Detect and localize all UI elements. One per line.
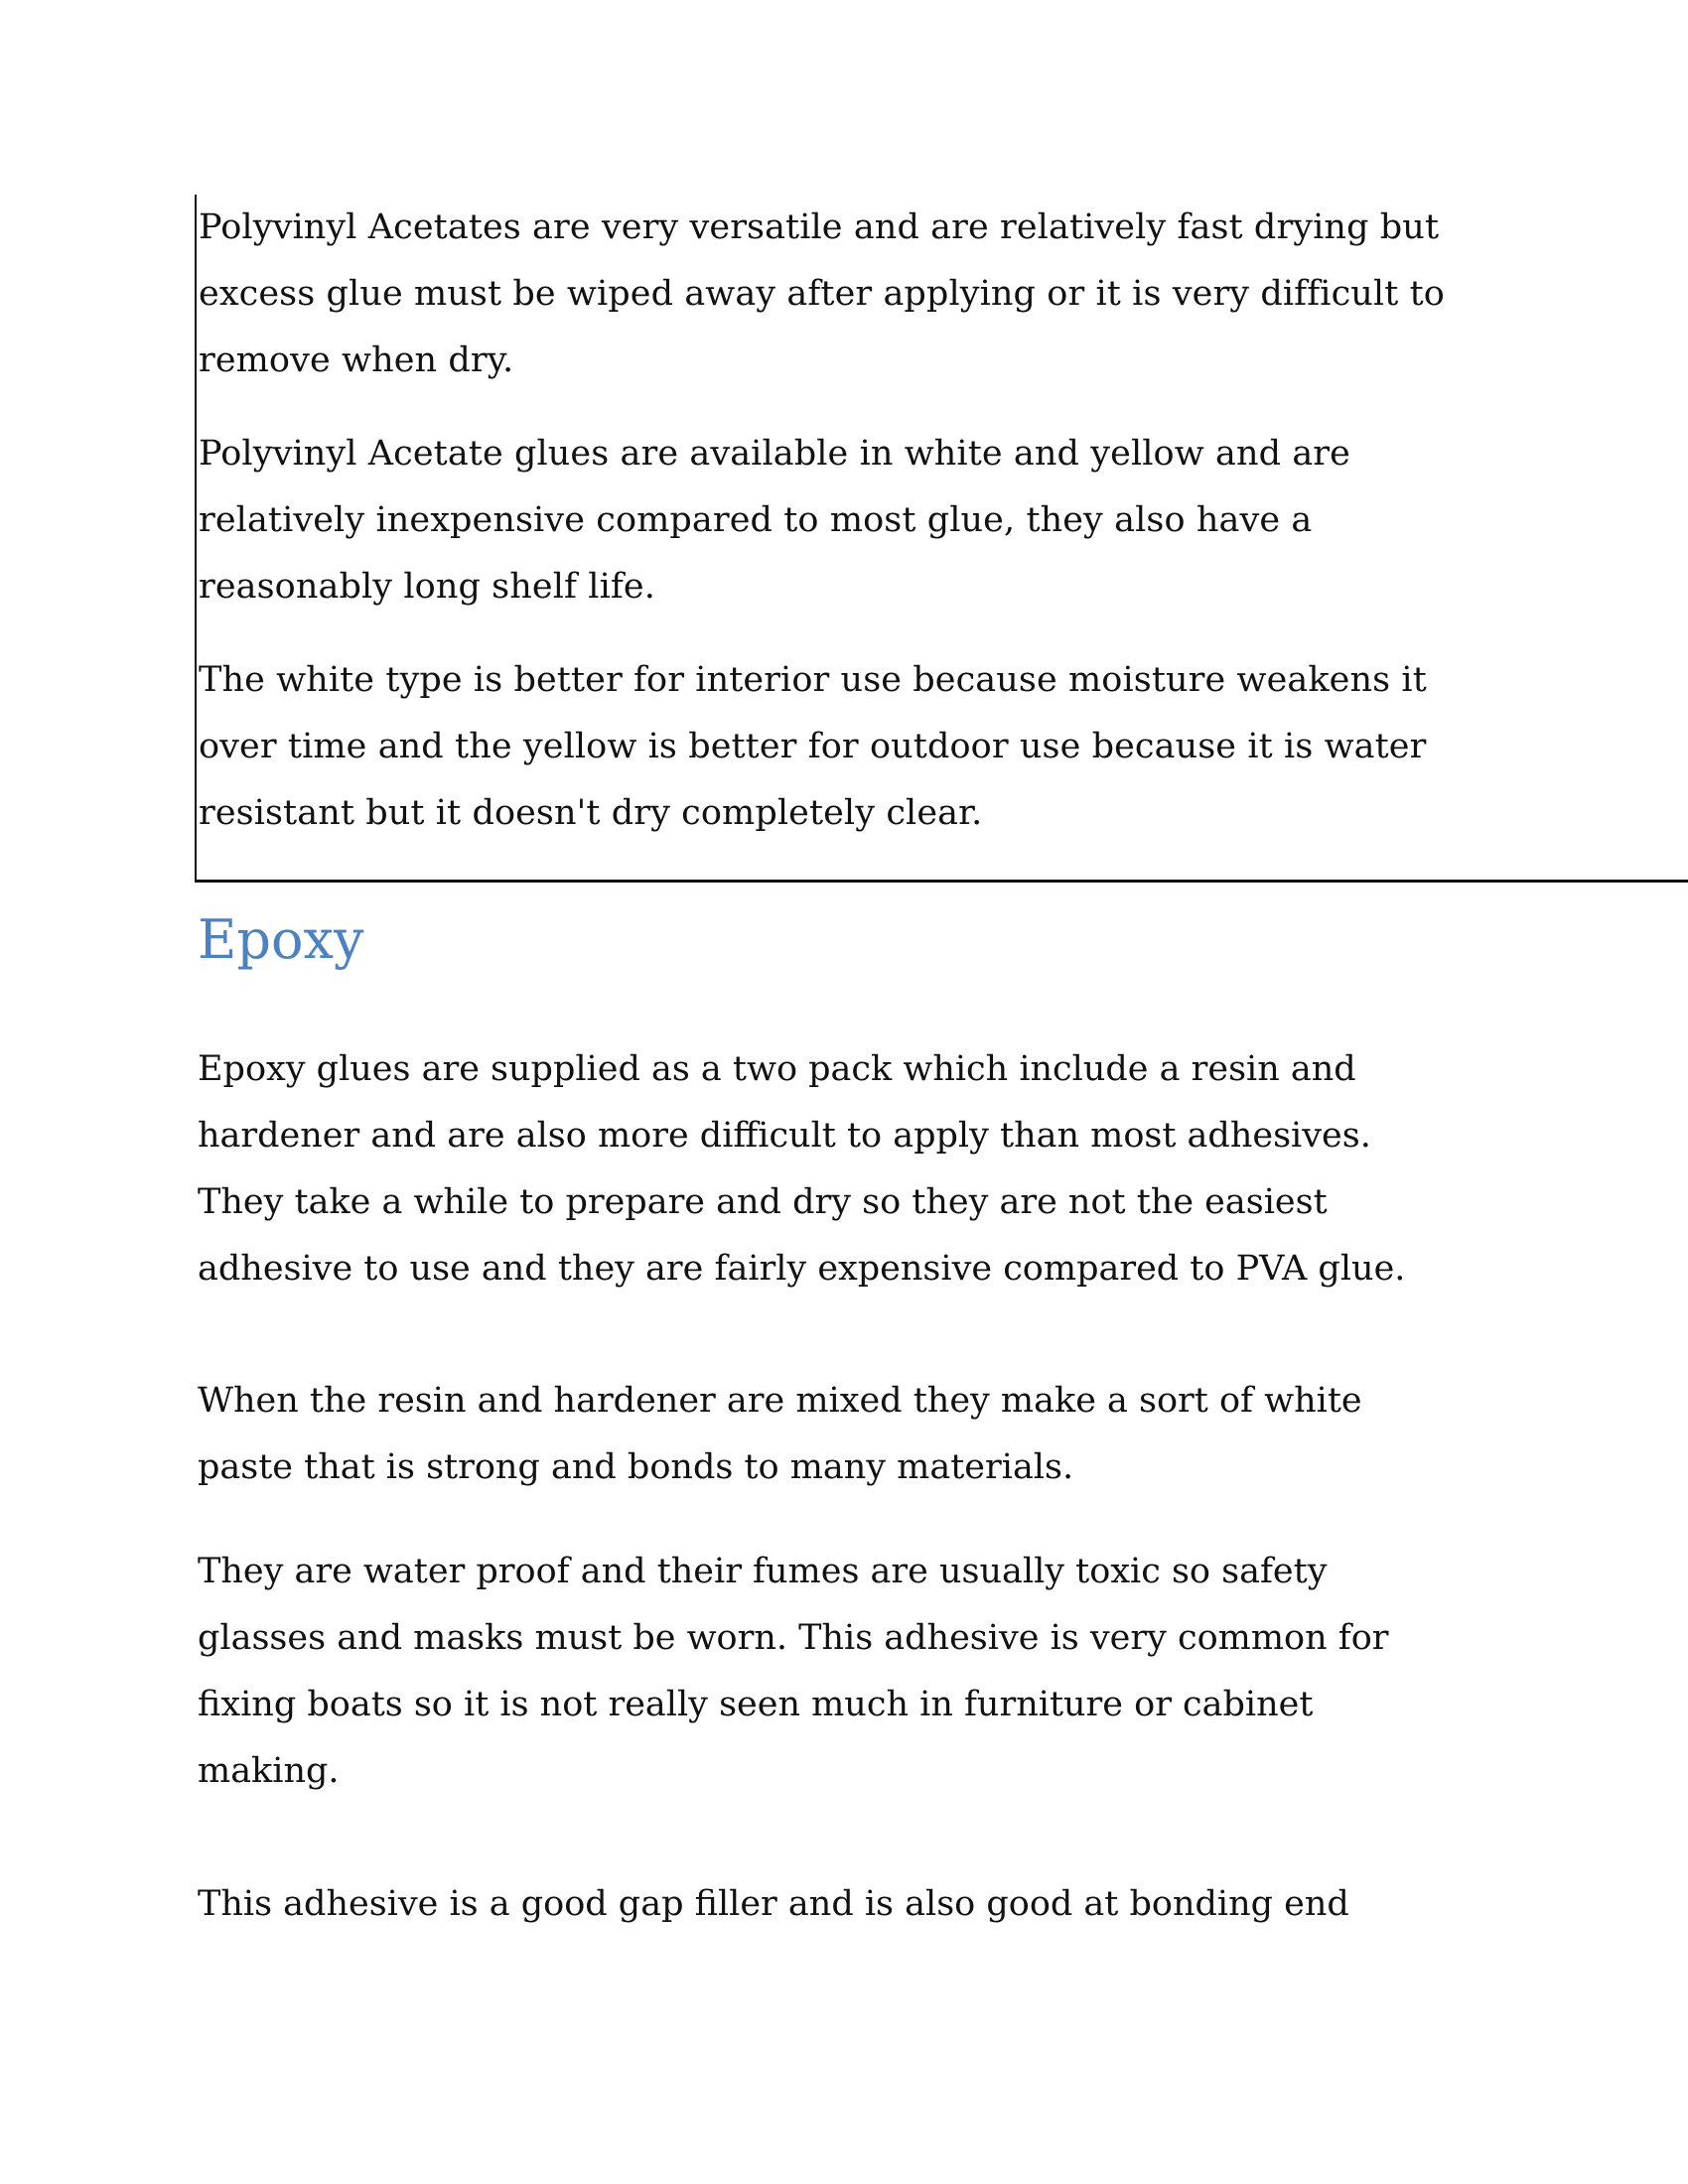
epoxy-paragraph-1 xyxy=(198,1036,1588,1302)
text-line: over time and the yellow is better for outdoor use because it is water xyxy=(199,727,1427,766)
pva-paragraph-2 xyxy=(199,421,1539,620)
pva-paragraph-3 xyxy=(199,647,1539,847)
text-line: Polyvinyl Acetates are very versatile and are relatively fast drying but xyxy=(199,207,1440,247)
text-line: excess glue must be wiped away after applying or it is very difficult to xyxy=(199,274,1445,314)
text-line: making. xyxy=(198,1751,340,1791)
text-line: adhesive to use and they are fairly expensive compared to PVA glue. xyxy=(198,1249,1406,1289)
epoxy-paragraph-4 xyxy=(198,1871,1588,1938)
epoxy-paragraph-3 xyxy=(198,1539,1588,1805)
epoxy-paragraph-2 xyxy=(198,1368,1588,1501)
text-line: Polyvinyl Acetate glues are available in white and yellow and are xyxy=(199,434,1350,474)
text-line: They are water proof and their fumes are usually toxic so safety xyxy=(198,1552,1328,1591)
text-line: fixing boats so it is not really seen much in furniture or cabinet xyxy=(198,1685,1314,1724)
text-line: resistant but it doesn't dry completely clear. xyxy=(199,793,983,833)
text-line: reasonably long shelf life. xyxy=(199,567,655,607)
text-line: Epoxy glues are supplied as a two pack which include a resin and xyxy=(198,1049,1356,1089)
text-line: The white type is better for interior use because moisture weakens it xyxy=(199,660,1427,700)
text-line: paste that is strong and bonds to many materials. xyxy=(198,1447,1074,1487)
text-line: remove when dry. xyxy=(199,341,514,380)
pva-paragraph-1 xyxy=(199,195,1539,394)
text-line: glasses and masks must be worn. This adhesive is very common for xyxy=(198,1618,1389,1658)
pva-boxed-section xyxy=(195,195,1688,883)
text-line: They take a while to prepare and dry so they are not the easiest xyxy=(198,1182,1328,1222)
text-line: This adhesive is a good gap filler and is also good at bonding end xyxy=(198,1884,1349,1924)
section-heading-epoxy: Epoxy xyxy=(198,908,364,971)
text-line: hardener and are also more difficult to apply than most adhesives. xyxy=(198,1116,1371,1156)
text-line: relatively inexpensive compared to most glue, they also have a xyxy=(199,500,1313,540)
text-line: When the resin and hardener are mixed they make a sort of white xyxy=(198,1381,1362,1421)
